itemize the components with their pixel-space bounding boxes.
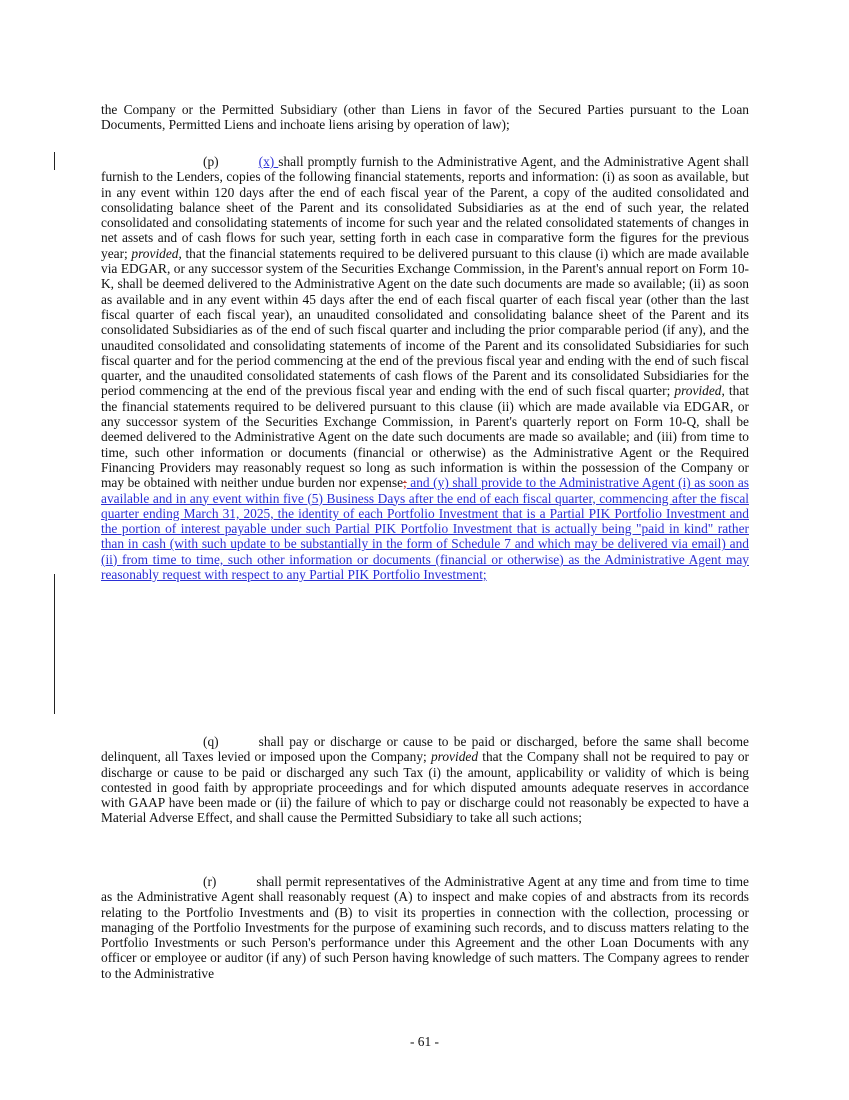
- clause-label-q: (q): [203, 734, 219, 749]
- change-bar: [54, 152, 55, 170]
- paragraph-p-text-a: shall promptly furnish to the Administrative Agent, and the Administrative Agent shall furnish to the Lenders, copies of the following financial statements, reports and information: (i) as soon as available, but in any event within 120 days after the end of each fiscal year of the Parent, a copy of the audited consolidated and consolidating balance sheet of the Parent and its consolidated Subsidiaries as at the end of such year, the related consolidated and consolidating statements of income for such year and the related consolidated statements of changes in net assets and of cash flows for such year, setting forth in each case in comparative form the figures for the previous year;: [101, 154, 749, 261]
- paragraph-p: [101, 154, 749, 582]
- deleted-text: ;: [403, 475, 407, 491]
- clause-label-p: (p): [203, 154, 219, 169]
- paragraph-continuation: the Company or the Permitted Subsidiary (other than Liens in favor of the Secured Parties pursuant to the Loan Documents, Permitted Liens and inchoate liens arising by operation of law);: [101, 102, 749, 133]
- provided-term: provided: [430, 749, 479, 765]
- paragraph-r-text: shall permit representatives of the Administrative Agent at any time and from time to time as the Administrative Agent shall reasonably request (A) to inspect and make copies of and abstracts from its records relating to the Portfolio Investments and (B) to visit its properties in connection with the collection, processing or managing of the Portfolio Investments for the purpose of examining such records, and to discuss matters relating to the Portfolio Investments or such Person's performance under this Agreement and the other Loan Documents with any officer or employee or auditor (if any) of such Person having knowledge of such matters. The Company agrees to render to the Administrative: [101, 874, 749, 981]
- provided-term: provided: [131, 245, 179, 261]
- clause-label-r: (r): [203, 874, 217, 889]
- paragraph-p-text-b: , that the financial statements required to be delivered pursuant to this clause (i) which are made available via EDGAR, or any successor system of the Securities Exchange Commission, in the Parent's annual report on Form 10-K, shall be deemed delivered to the Administrative Agent on the date such documents are made so available; (ii) as soon as available and in any event within 45 days after the end of each fiscal quarter of each fiscal year (other than the last fiscal quarter of each fiscal year), an unaudited consolidated and consolidating balance sheet of the Parent and its consolidated Subsidiaries as of the end of such fiscal quarter and including the prior comparable period (if any), and the unaudited consolidated and consolidating statements of income of the Parent and its consolidated Subsidiaries for such fiscal quarter and for the period commencing at the end of the previous fiscal year and ending with the end of such fiscal quarter, and the unaudited consolidated statements of cash flows of the Parent and its consolidated Subsidiaries for the period commencing at the end of the previous fiscal year and ending with the end of such fiscal quarter;: [101, 245, 750, 399]
- provided-term: provided: [674, 383, 722, 399]
- inserted-clause-x: (x): [258, 154, 279, 169]
- change-bar: [54, 574, 55, 714]
- paragraph-p-text-c: , that the financial statements required to be delivered pursuant to this clause (ii) which are made available via EDGAR, or any successor system of the Securities Exchange Commission, in Parent's quarterly report on Form 10-Q, shall be deemed delivered to the Administrative Agent on the date such documents are made so available; and (iii) from time to time, such other information or documents (financial or otherwise) as the Administrative Agent or the Required Financing Providers may reasonably request so long as such information is within the possession of the Company or may be obtained with neither undue burden nor expense: [101, 383, 749, 491]
- page-number: - 61 -: [409, 1034, 439, 1049]
- paragraph-q-text-b: that the Company shall not be required to pay or discharge or cause to be paid or discharged any such Tax (i) the amount, applicability or validity of which is being contested in good faith by appropriate proceedings and for which disputed amounts adequate reserves in accordance with GAAP have been made or (ii) the failure of which to pay or discharge could not reasonably be expected to have a Material Adverse Effect, and shall cause the Permitted Subsidiary to take all such actions;: [101, 749, 749, 826]
- inserted-text: and (y) shall provide to the Administrative Agent (i) as soon as available and in any event within five (5) Business Days after the end of each fiscal quarter, commencing after the fiscal quarter ending March 31, 2025, the identity of each Portfolio Investment that is a Partial PIK Portfolio Investment and the portion of interest payable under such Partial PIK Portfolio Investment that is actually being "paid in kind" rather than in cash (with such update to be substantially in the form of Schedule 7 and which may be delivered via email) and (ii) from time to time, such other information or documents (financial or otherwise) as the Administrative Agent may reasonably request with respect to any Partial PIK Portfolio Investment;: [101, 475, 749, 583]
- paragraph-q: [101, 734, 749, 826]
- paragraph-r: [101, 874, 749, 981]
- paragraph-q-text-a: shall pay or discharge or cause to be paid or discharged, before the same shall become delinquent, all Taxes levied or imposed upon the Company;: [101, 734, 749, 765]
